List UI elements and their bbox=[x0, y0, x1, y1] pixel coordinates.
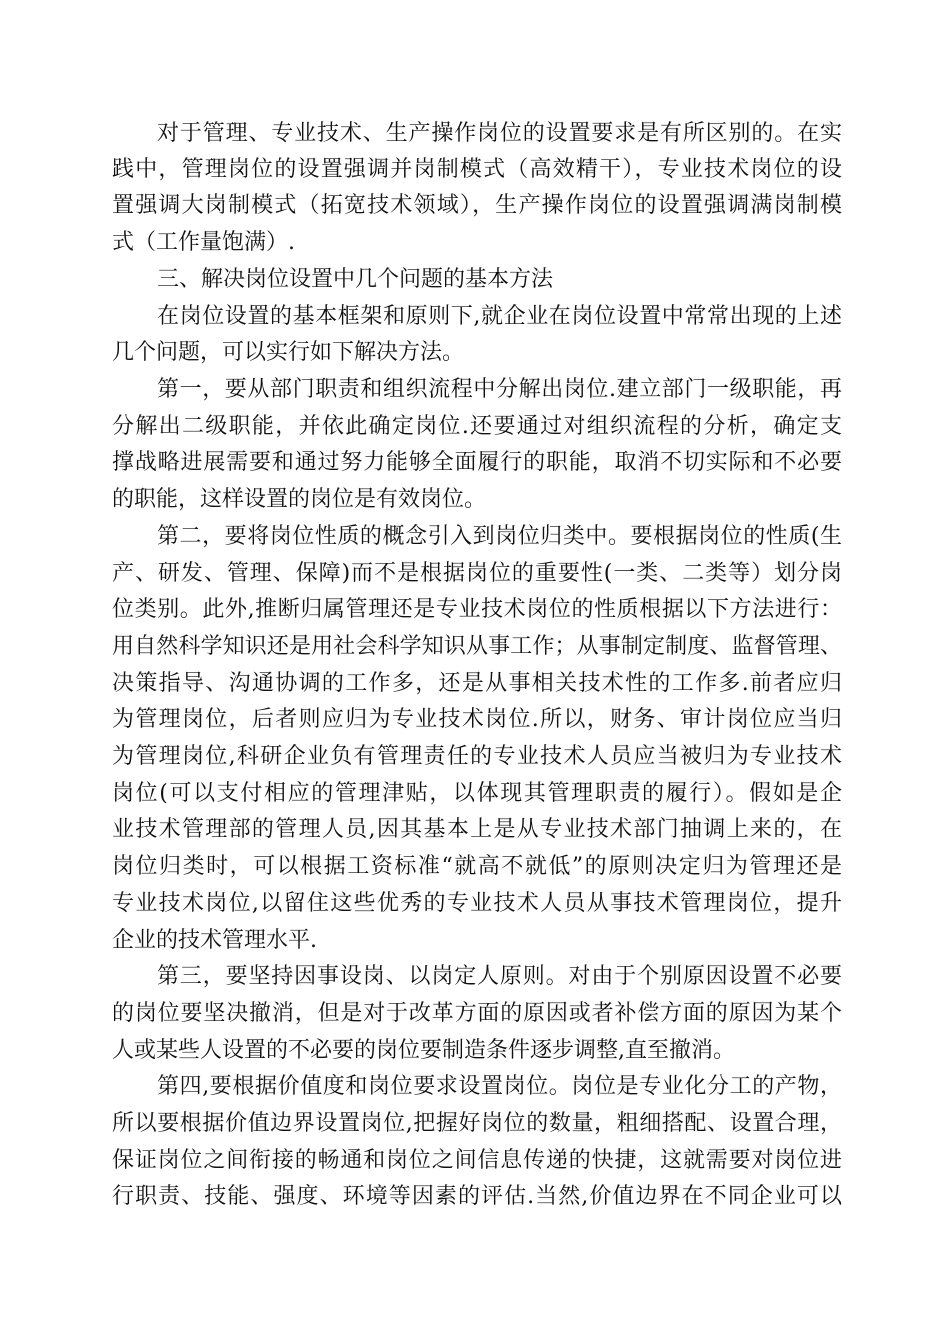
paragraph-line: 置强调大岗制模式（拓宽技术领域），生产操作岗位的设置强调满岗制模 bbox=[112, 193, 842, 218]
paragraph-line: 为管理岗位，后者则应归为专业技术岗位.所以，财务、审计岗位应当归 bbox=[112, 707, 842, 732]
paragraph-line: 分解出二级职能，并依此确定岗位.还要通过对组织流程的分析，确定支 bbox=[112, 414, 842, 439]
paragraph-line: 的职能，这样设置的岗位是有效岗位。 bbox=[112, 487, 487, 512]
paragraph-line: 岗位(可以支付相应的管理津贴，以体现其管理职责的履行）。假如是企 bbox=[112, 781, 842, 806]
paragraph-line: 专业技术岗位,以留住这些优秀的专业技术人员从事技术管理岗位，提升 bbox=[112, 891, 842, 916]
paragraph-line: 决策指导、沟通协调的工作多，还是从事相关技术性的工作多.前者应归 bbox=[112, 671, 842, 696]
paragraph-line: 行职责、技能、强度、环境等因素的评估.当然,价值边界在不同企业可以 bbox=[112, 1184, 842, 1209]
paragraph-line: 岗位归类时，可以根据工资标准“就高不就低”的原则决定归为管理还是 bbox=[112, 854, 842, 879]
paragraph-line: 在岗位设置的基本框架和原则下,就企业在岗位设置中常常出现的上述 bbox=[157, 304, 842, 329]
paragraph-line: 几个问题，可以实行如下解决方法。 bbox=[112, 340, 465, 365]
paragraph-line: 业技术管理部的管理人员,因其基本上是从专业技术部门抽调上来的，在 bbox=[112, 817, 842, 842]
paragraph-line: 践中，管理岗位的设置强调并岗制模式（高效精干），专业技术岗位的设 bbox=[112, 157, 842, 182]
paragraph-line: 第一，要从部门职责和组织流程中分解出岗位.建立部门一级职能，再 bbox=[157, 377, 842, 402]
paragraph-line: 第三，要坚持因事设岗、以岗定人原则。对由于个别原因设置不必要 bbox=[157, 964, 842, 989]
paragraph-line: 所以要根据价值边界设置岗位,把握好岗位的数量，粗细搭配、设置合理， bbox=[112, 1111, 842, 1136]
section-heading: 三、解决岗位设置中几个问题的基本方法 bbox=[157, 267, 554, 292]
paragraph-line: 对于管理、专业技术、生产操作岗位的设置要求是有所区别的。在实 bbox=[157, 121, 842, 146]
paragraph-line: 用自然科学知识还是用社会科学知识从事工作；从事制定制度、监督管理、 bbox=[112, 634, 842, 659]
paragraph-line: 为管理岗位,科研企业负有管理责任的专业技术人员应当被归为专业技术 bbox=[112, 744, 842, 769]
paragraph-line: 第二，要将岗位性质的概念引入到岗位归类中。要根据岗位的性质(生 bbox=[157, 524, 842, 549]
paragraph-line: 位类别。此外,推断归属管理还是专业技术岗位的性质根据以下方法进行： bbox=[112, 597, 842, 622]
paragraph-line: 人或某些人设置的不必要的岗位要制造条件逐步调整,直至撤消。 bbox=[112, 1038, 735, 1063]
paragraph-line: 产、研发、管理、保障)而不是根据岗位的重要性(一类、二类等）划分岗 bbox=[112, 561, 842, 586]
paragraph-line: 第四,要根据价值度和岗位要求设置岗位。岗位是专业化分工的产物， bbox=[157, 1074, 842, 1099]
paragraph-line: 保证岗位之间衔接的畅通和岗位之间信息传递的快捷，这就需要对岗位进 bbox=[112, 1148, 842, 1173]
paragraph-line: 的岗位要坚决撤消，但是对于改革方面的原因或者补偿方面的原因为某个 bbox=[112, 1001, 842, 1026]
paragraph-line: 撑战略进展需要和通过努力能够全面履行的职能，取消不切实际和不必要 bbox=[112, 450, 842, 475]
paragraph-line: 企业的技术管理水平. bbox=[112, 928, 317, 953]
paragraph-line: 式（工作量饱满）. bbox=[112, 230, 295, 255]
